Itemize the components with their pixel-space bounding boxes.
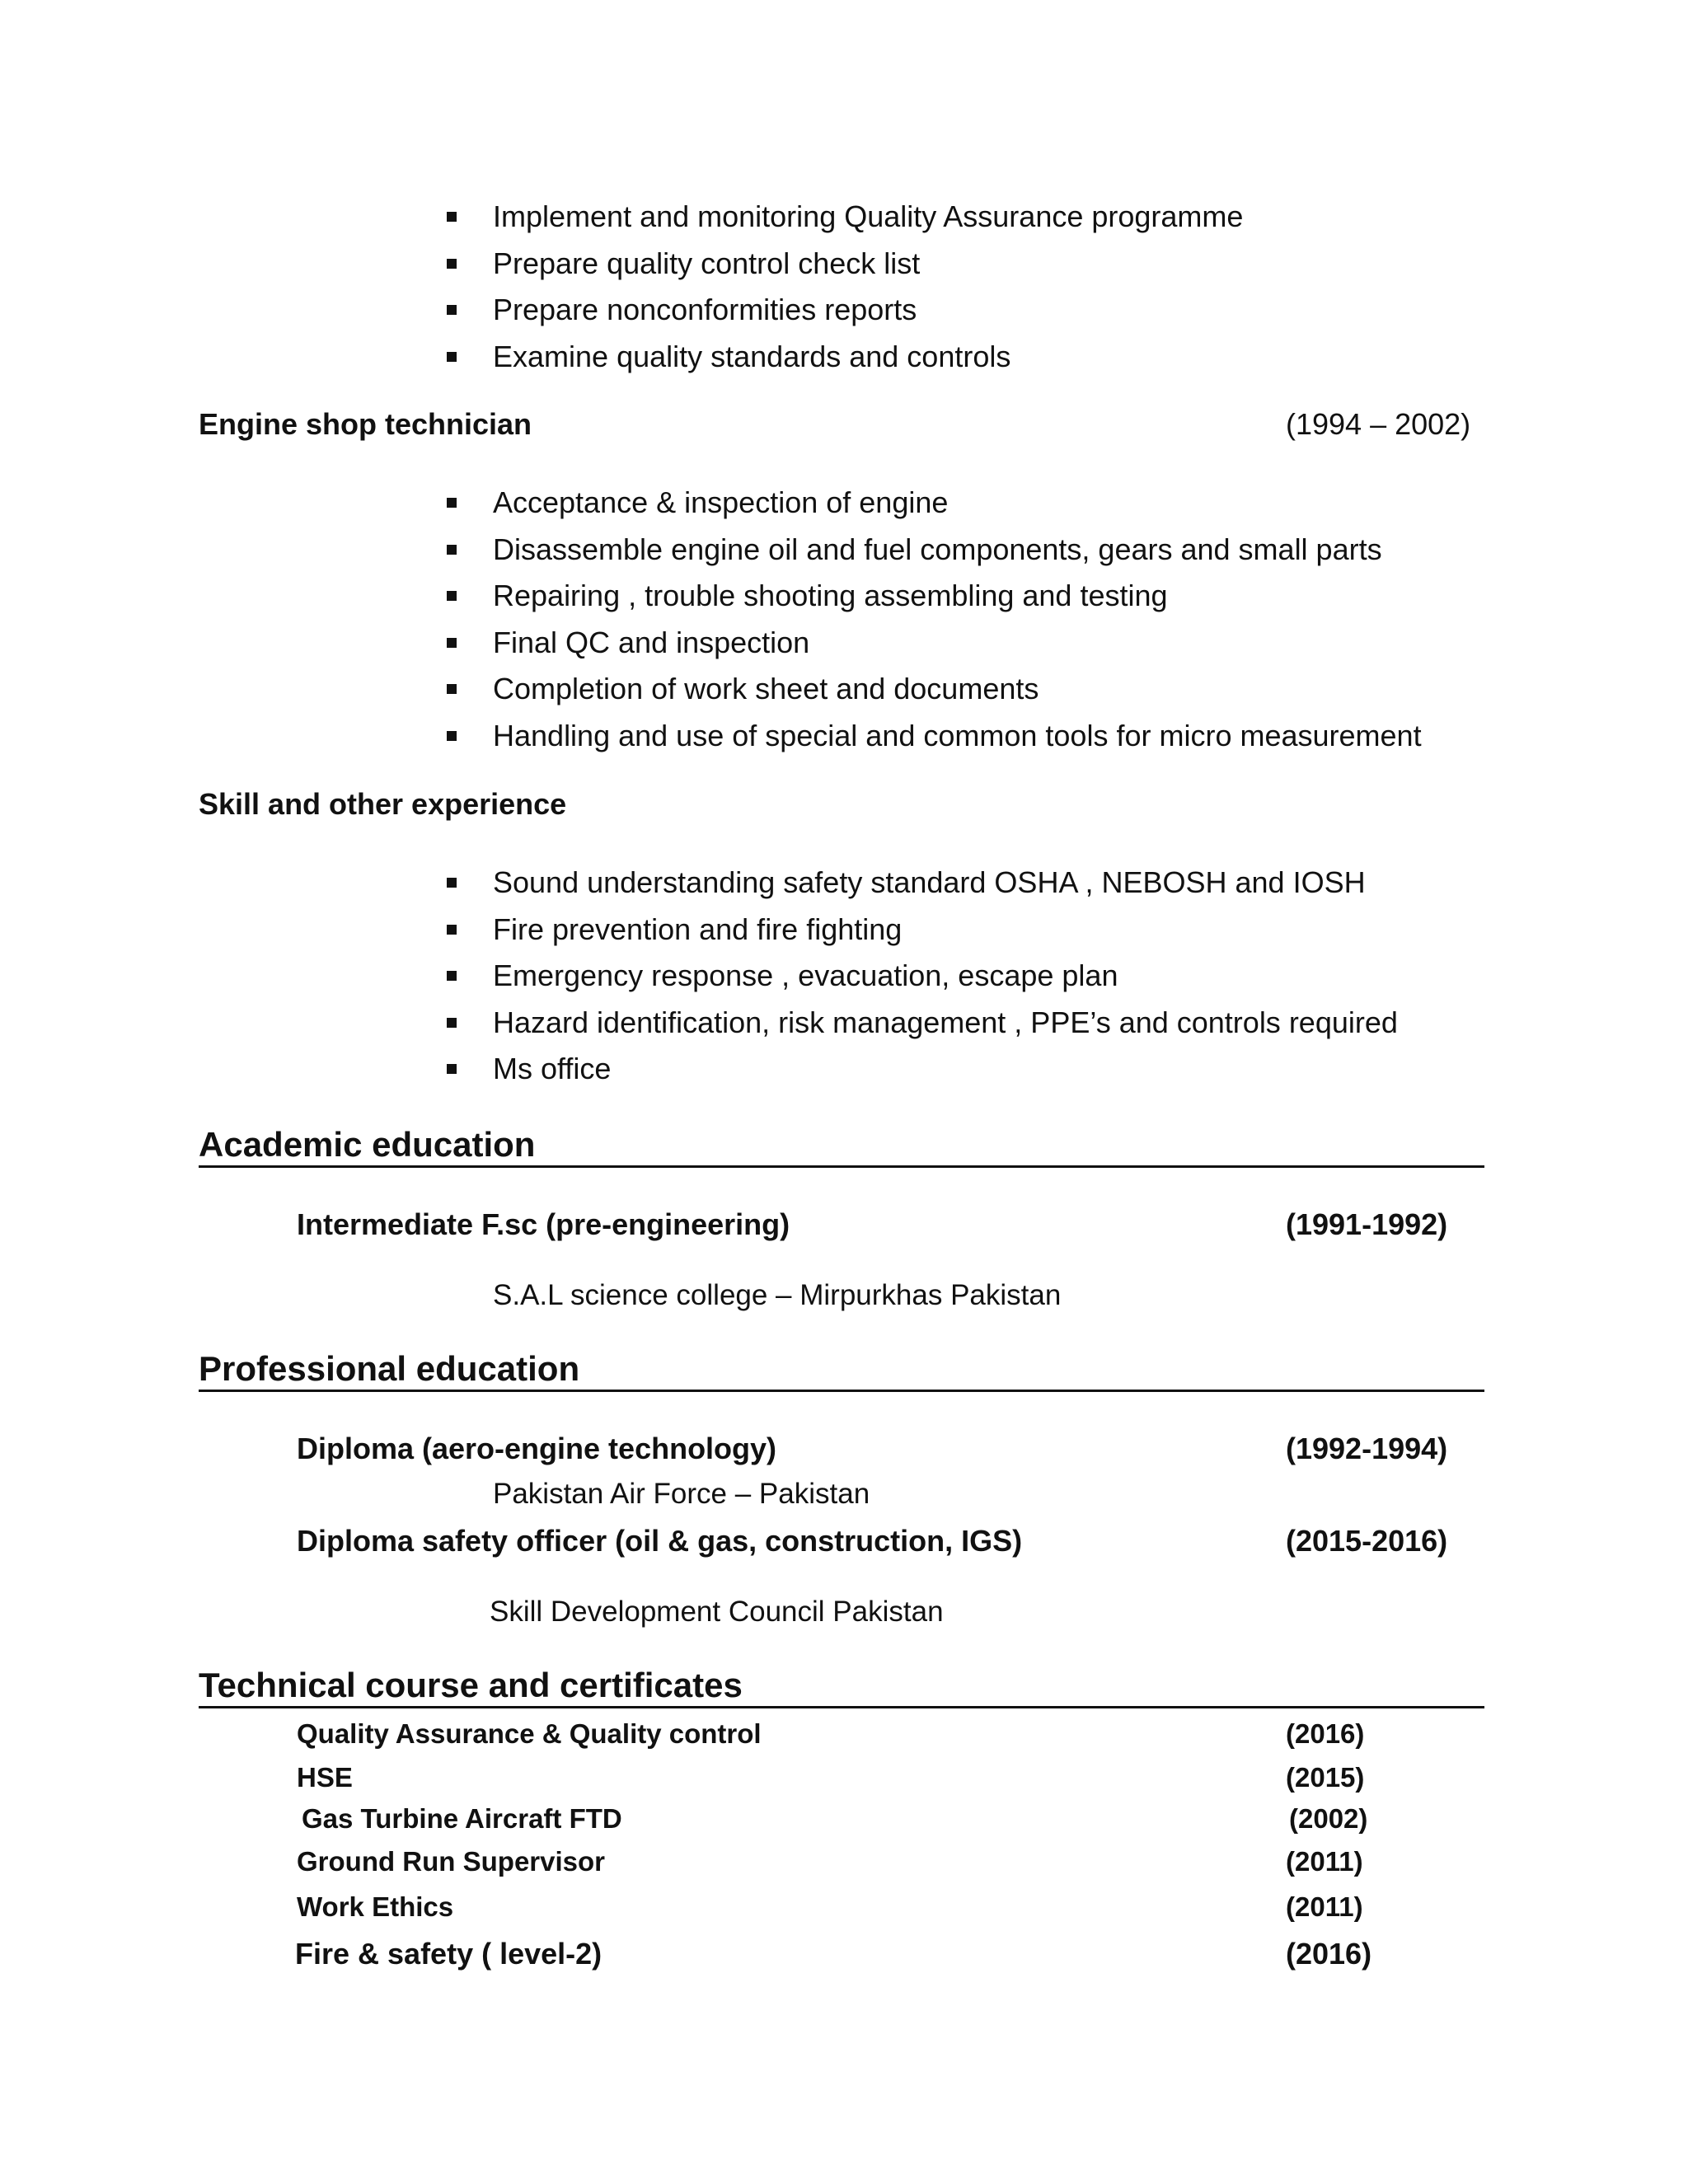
bullet-square-icon xyxy=(447,1018,457,1028)
skills-list xyxy=(447,860,1398,1093)
certificate-name: Gas Turbine Aircraft FTD xyxy=(302,1803,622,1834)
certificate-year: (2016) xyxy=(1286,1718,1365,1749)
certificate-year: (2002) xyxy=(1289,1803,1368,1834)
bullet-square-icon xyxy=(447,638,457,648)
bullet-square-icon xyxy=(447,925,457,935)
bullet-square-icon xyxy=(447,1064,457,1074)
bullet-square-icon xyxy=(447,591,457,601)
bullet-square-icon xyxy=(447,878,457,888)
certificate-year: (2011) xyxy=(1286,1891,1363,1922)
list-item xyxy=(447,527,1422,574)
list-item-text: Prepare quality control check list xyxy=(493,246,921,280)
certificate-name: HSE xyxy=(297,1762,353,1793)
education-institution: Pakistan Air Force – Pakistan xyxy=(493,1478,870,1510)
bullet-square-icon xyxy=(447,212,457,222)
list-item-text: Completion of work sheet and documents xyxy=(493,672,1039,705)
bullet-square-icon xyxy=(447,545,457,555)
list-item xyxy=(447,953,1398,1000)
list-item-text: Emergency response , evacuation, escape plan xyxy=(493,958,1118,992)
engine-shop-duties-list xyxy=(447,480,1422,759)
job-title: Engine shop technician xyxy=(199,407,532,441)
list-item-text: Ms office xyxy=(493,1052,612,1085)
education-dates: (1991-1992) xyxy=(1286,1207,1448,1241)
list-item xyxy=(447,287,1243,334)
list-item xyxy=(447,620,1422,667)
technical-courses-heading: Technical course and certificates xyxy=(199,1666,1484,1708)
job-dates: (1994 – 2002) xyxy=(1286,407,1471,441)
list-item-text: Hazard identification, risk management , PPE’s and controls required xyxy=(493,1005,1398,1039)
list-item-text: Handling and use of special and common tools for micro measurement xyxy=(493,718,1422,752)
list-item xyxy=(447,334,1243,381)
certificate-name: Fire & safety ( level-2) xyxy=(295,1937,603,1971)
education-dates: (2015-2016) xyxy=(1286,1524,1448,1558)
list-item-text: Prepare nonconformities reports xyxy=(493,293,917,326)
list-item-text: Repairing , trouble shooting assembling and testing xyxy=(493,579,1168,612)
list-item xyxy=(447,860,1398,907)
skills-title: Skill and other experience xyxy=(199,787,567,821)
certificate-year: (2016) xyxy=(1286,1937,1372,1971)
qa-responsibilities-list xyxy=(447,194,1243,380)
professional-education-heading: Professional education xyxy=(199,1349,1484,1392)
education-dates: (1992-1994) xyxy=(1286,1432,1448,1465)
list-item-text: Final QC and inspection xyxy=(493,625,810,659)
certificate-name: Quality Assurance & Quality control xyxy=(297,1718,762,1749)
bullet-square-icon xyxy=(447,971,457,981)
certificate-name: Ground Run Supervisor xyxy=(297,1846,606,1877)
list-item-text: Disassemble engine oil and fuel components, gears and small parts xyxy=(493,532,1382,566)
bullet-square-icon xyxy=(447,259,457,269)
list-item-text: Acceptance & inspection of engine xyxy=(493,485,949,519)
bullet-square-icon xyxy=(447,684,457,694)
bullet-square-icon xyxy=(447,731,457,741)
education-title: Diploma safety officer (oil & gas, construction, IGS) xyxy=(297,1524,1023,1558)
certificate-year: (2011) xyxy=(1286,1846,1363,1877)
education-title: Intermediate F.sc (pre-engineering) xyxy=(297,1207,790,1241)
academic-education-heading: Academic education xyxy=(199,1125,1484,1168)
list-item xyxy=(447,194,1243,241)
bullet-square-icon xyxy=(447,352,457,362)
education-title: Diploma (aero-engine technology) xyxy=(297,1432,777,1465)
list-item xyxy=(447,666,1422,713)
list-item-text: Examine quality standards and controls xyxy=(493,339,1011,373)
list-item-text: Sound understanding safety standard OSHA , NEBOSH and IOSH xyxy=(493,865,1366,899)
education-institution: Skill Development Council Pakistan xyxy=(490,1596,944,1628)
list-item xyxy=(447,480,1422,527)
list-item-text: Implement and monitoring Quality Assurance programme xyxy=(493,199,1244,233)
bullet-square-icon xyxy=(447,498,457,508)
list-item xyxy=(447,1000,1398,1047)
list-item xyxy=(447,907,1398,954)
education-institution: S.A.L science college – Mirpurkhas Pakistan xyxy=(493,1279,1062,1311)
bullet-square-icon xyxy=(447,305,457,315)
list-item xyxy=(447,1046,1398,1093)
certificate-year: (2015) xyxy=(1286,1762,1365,1793)
list-item xyxy=(447,241,1243,288)
list-item xyxy=(447,573,1422,620)
certificate-name: Work Ethics xyxy=(297,1891,454,1922)
list-item-text: Fire prevention and fire fighting xyxy=(493,912,903,946)
list-item xyxy=(447,713,1422,760)
